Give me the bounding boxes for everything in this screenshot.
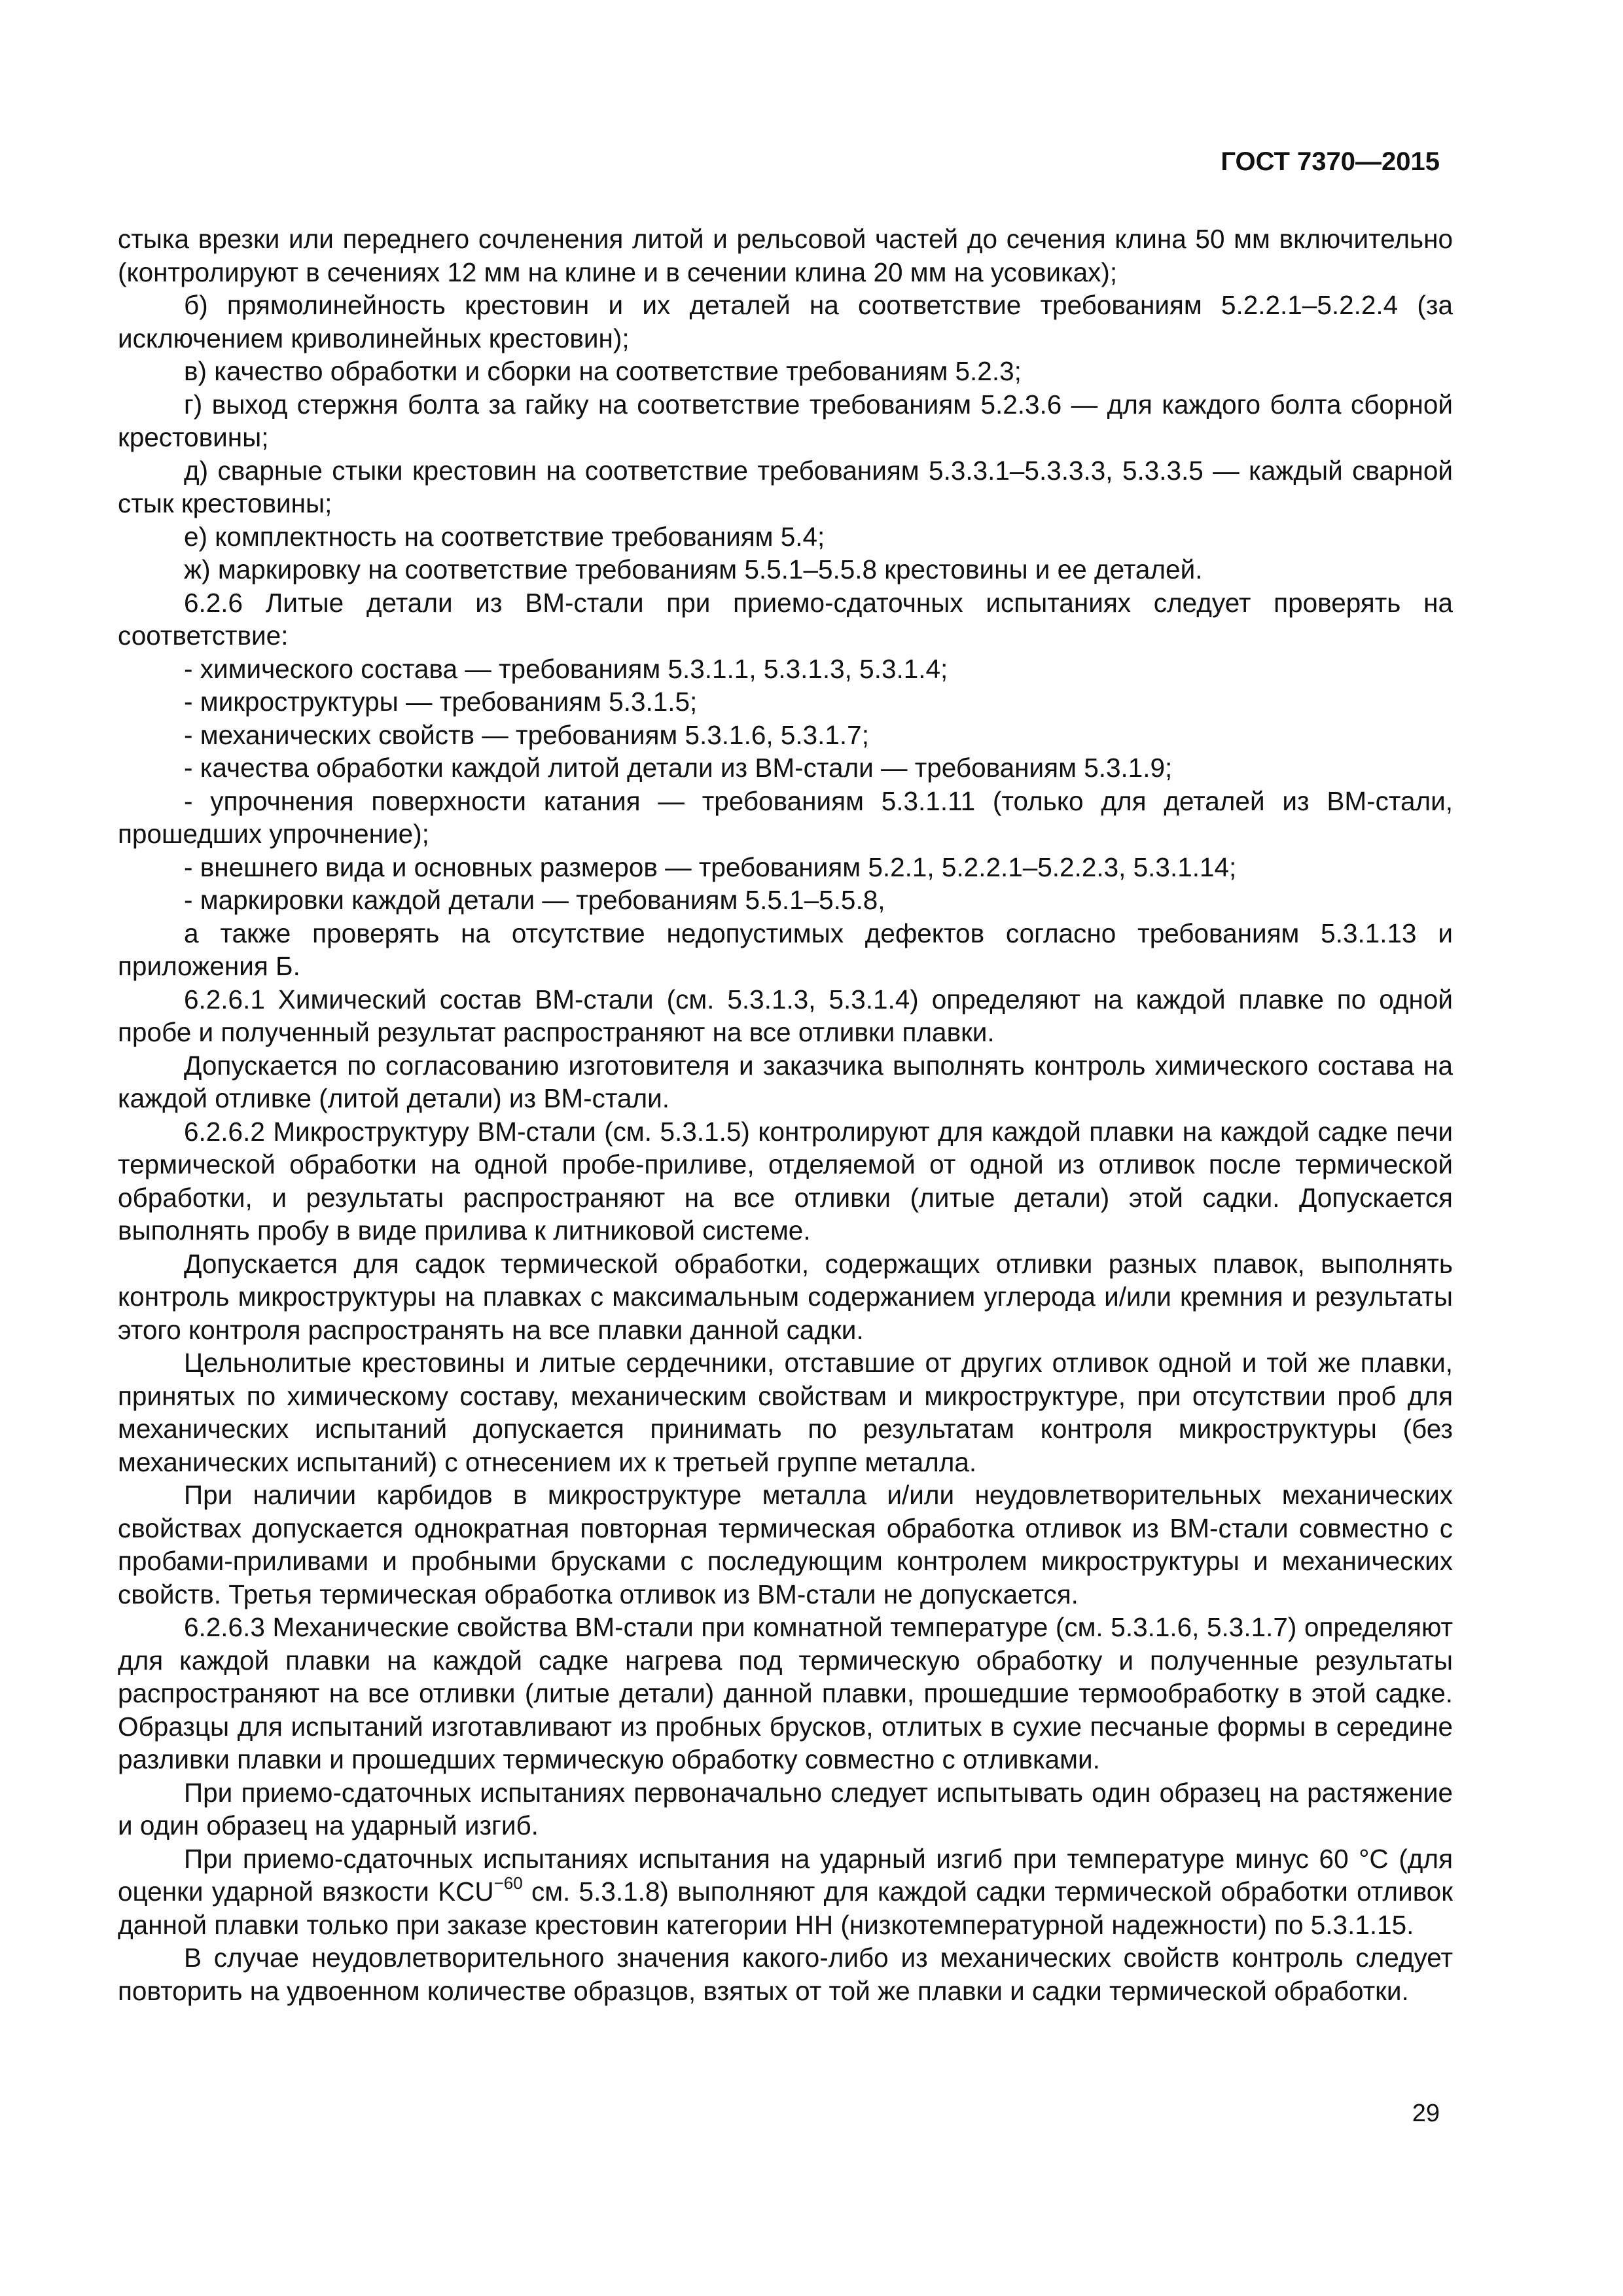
paragraph-continuation: стыка врезки или переднего сочленения литой и рельсовой частей до сечения клина 50 мм включительно (контролируют в сечениях 12 мм на клине и в сечении клина 20 мм на усовиках);	[118, 224, 1453, 287]
paragraph-impact-test	[118, 1842, 1453, 1942]
dash-item-microstructure: - микроструктуры — требованиям 5.3.1.5;	[184, 687, 698, 717]
paragraph-initial-testing: При приемо-сдаточных испытаниях первоначально следует испытывать один образец на растяжение и один образец на ударный изгиб.	[118, 1777, 1453, 1840]
list-item-b: б) прямолинейность крестовин и их деталей на соответствие требованиям 5.2.2.1–5.2.2.4 (за исключением криволинейных крестовин);	[118, 290, 1453, 353]
dash-item-marking: - маркировки каждой детали — требованиям 5.5.1–5.5.8,	[184, 885, 885, 915]
document-body	[118, 223, 1453, 2007]
kcu-superscript: −60	[493, 1873, 523, 1893]
list-item-e: е) комплектность на соответствие требованиям 5.4;	[184, 521, 825, 552]
impact-text-before: При приемо-сдаточных испытаниях испытания на ударный изгиб при температуре минус 60 °С (для оценки ударной вязкости KCU	[118, 1843, 1453, 1907]
paragraph-chemical-per-casting: Допускается по согласованию изготовителя и заказчика выполнять контроль химического состава на каждой отливке (литой детали) из ВМ-стали.	[118, 1050, 1453, 1113]
clause-6-2-6-2: 6.2.6.2 Микроструктуру ВМ-стали (см. 5.3.1.5) контролируют для каждой плавки на каждой садке печи термической обработки на одной пробе-приливе, отделяемой от одной из отливок после термической обработки, и результаты распространяют на все отливки (литые детали) этой садки. Допускается выполнять пробу в виде прилива к литниковой системе.	[118, 1116, 1453, 1246]
list-item-g: г) выход стержня болта за гайку на соответствие требованиям 5.2.3.6 — для каждого болта сборной крестовины;	[118, 389, 1453, 452]
paragraph-solid-cast-frogs: Цельнолитые крестовины и литые сердечники, отставшие от других отливок одной и той же плавки, принятых по химическому составу, механическим свойствам и микроструктуре, при отсутствии проб для механических испытаний допускается принимать по результатам контроля микроструктуры (без механических испытаний) с отнесением их к третьей группе металла.	[118, 1348, 1453, 1477]
dash-item-machining: - качества обработки каждой литой детали из ВМ-стали — требованиям 5.3.1.9;	[184, 753, 1173, 783]
paragraph-retest: В случае неудовлетворительного значения какого-либо из механических свойств контроль следует повторить на удвоенном количестве образцов, взятых от той же плавки и садки термической обработки.	[118, 1943, 1453, 2006]
dash-item-appearance: - внешнего вида и основных размеров — требованиям 5.2.1, 5.2.2.1–5.2.2.3, 5.3.1.14;	[184, 852, 1237, 882]
document-code-header: ГОСТ 7370—2015	[1221, 147, 1440, 176]
impact-text-after: см. 5.3.1.8) выполняют для каждой садки термической обработки отливок данной плавки только при заказе крестовин категории НН (низкотемпературной надежности) по 5.3.1.15.	[118, 1876, 1453, 1940]
list-item-zh: ж) маркировку на соответствие требованиям 5.5.1–5.5.8 крестовины и ее деталей.	[184, 554, 1203, 584]
list-item-d: д) сварные стыки крестовин на соответствие требованиям 5.3.3.1–5.3.3.3, 5.3.3.5 — каждый сварной стык крестовины;	[118, 455, 1453, 518]
clause-6-2-6: 6.2.6 Литые детали из ВМ-стали при приемо-сдаточных испытаниях следует проверять на соответствие:	[118, 587, 1453, 651]
paragraph-carbides: При наличии карбидов в микроструктуре металла и/или неудовлетворительных механических свойствах допускается однократная повторная термическая обработка отливок из ВМ-стали совместно с пробами-приливами и пробными брусками с последующим контролем микроструктуры и механических свойств. Третья термическая обработка отливок из ВМ-стали не допускается.	[118, 1480, 1453, 1609]
list-item-v: в) качество обработки и сборки на соответствие требованиям 5.2.3;	[184, 356, 1022, 386]
paragraph-heat-treatment-batches: Допускается для садок термической обработки, содержащих отливки разных плавок, выполнять контроль микроструктуры на плавках с максимальным содержанием углерода и/или кремния и результаты этого контроля распространять на все плавки данной садки.	[118, 1248, 1453, 1345]
paragraph-defects: а также проверять на отсутствие недопустимых дефектов согласно требованиям 5.3.1.13 и приложения Б.	[118, 918, 1453, 981]
page-number: 29	[1412, 2100, 1440, 2127]
dash-item-hardening: - упрочнения поверхности катания — требованиям 5.3.1.11 (только для деталей из ВМ-стали, прошедших упрочнение);	[118, 785, 1453, 849]
dash-item-chemical: - химического состава — требованиям 5.3.1.1, 5.3.1.3, 5.3.1.4;	[184, 653, 948, 684]
clause-6-2-6-3: 6.2.6.3 Механические свойства ВМ-стали при комнатной температуре (см. 5.3.1.6, 5.3.1.7) определяют для каждой плавки на каждой садке нагрева под термическую обработку и полученные результаты распространяют на все отливки (литые детали) данной плавки, прошедшие термообработку в этой садке. Образцы для испытаний изготавливают из пробных брусков, отлитых в сухие песчаные формы в середине разливки плавки и прошедших термическую обработку совместно с отливками.	[118, 1612, 1453, 1774]
clause-6-2-6-1: 6.2.6.1 Химический состав ВМ-стали (см. 5.3.1.3, 5.3.1.4) определяют на каждой плавке по одной пробе и полученный результат распространяют на все отливки плавки.	[118, 984, 1453, 1047]
dash-item-mechanical: - механических свойств — требованиям 5.3.1.6, 5.3.1.7;	[184, 719, 869, 750]
